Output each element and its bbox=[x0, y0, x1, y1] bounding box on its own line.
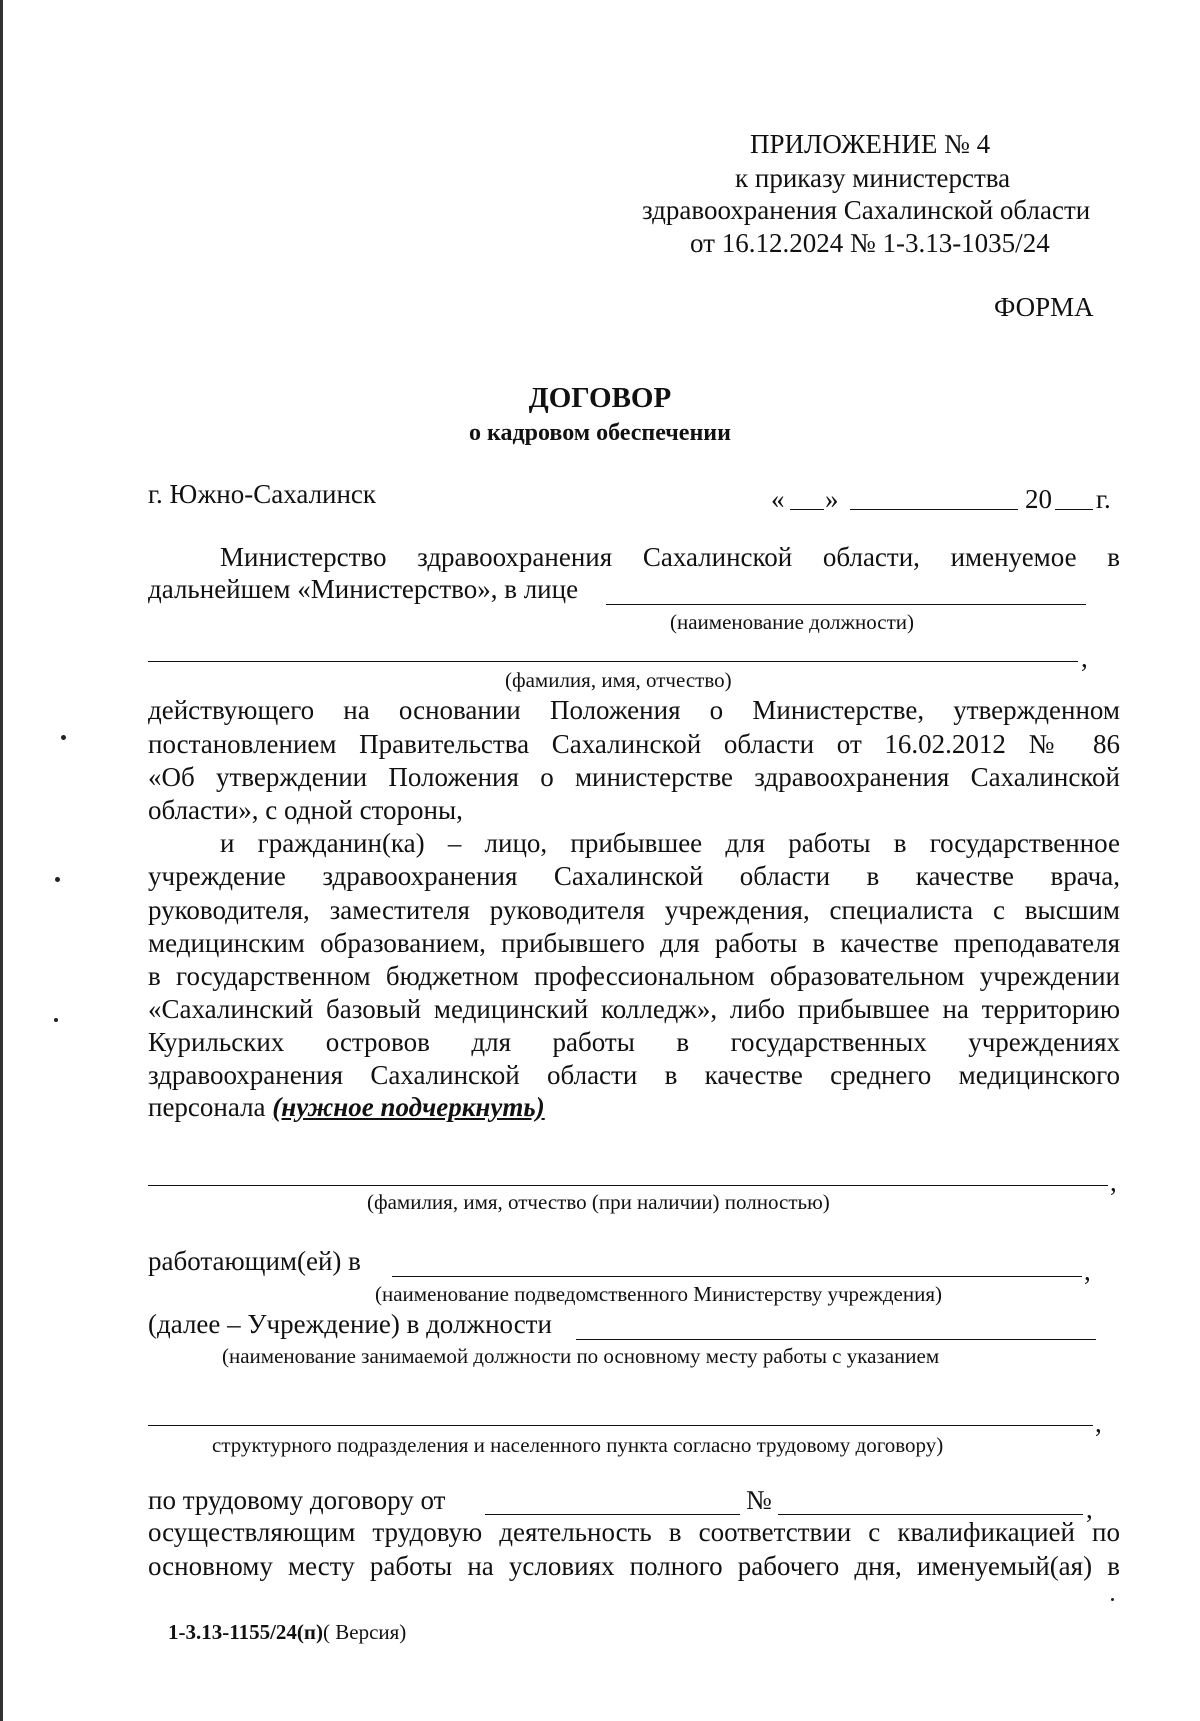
caption-position-main: (наименование занимаемой должности по основному месту работы с указанием bbox=[222, 1344, 940, 1368]
scan-speck bbox=[54, 1018, 58, 1022]
para2-line3: «Об утверждении Положения о министерстве здравоохранения Сахалинской bbox=[148, 762, 1120, 792]
scan-speck bbox=[1111, 1598, 1114, 1601]
position-cont-comma: , bbox=[1095, 1408, 1102, 1438]
appendix-order-line: к приказу министерства bbox=[735, 163, 1011, 193]
footer-version: ( Версия) bbox=[323, 1620, 407, 1644]
caption-position: (наименование должности) bbox=[670, 610, 915, 634]
para2-line1: действующего на основании Положения о Министерстве, утвержденном bbox=[148, 695, 1120, 725]
word: Министерство bbox=[220, 542, 387, 572]
position-fill-line bbox=[606, 604, 1086, 605]
para3-line8: здравоохранения Сахалинской области в качестве среднего медицинского bbox=[148, 1060, 1120, 1090]
fullname-comma: , bbox=[1110, 1167, 1117, 1197]
date-year-prefix: 20 bbox=[1025, 484, 1052, 514]
para3-line2: учреждение здравоохранения Сахалинской области в качестве врача, bbox=[148, 861, 1120, 891]
word: области, bbox=[822, 542, 920, 572]
closing-line1: осуществляющим трудовую деятельность в соответствии с квалификацией по bbox=[148, 1517, 1120, 1547]
contract-date-fill-line bbox=[485, 1514, 740, 1515]
position-label: (далее – Учреждение) в должности bbox=[148, 1309, 552, 1339]
date-year-line bbox=[1055, 509, 1093, 510]
para3-line4: медицинским образованием, прибывшего для работы в качестве преподавателя bbox=[148, 928, 1120, 958]
fullname-fill-line bbox=[148, 1185, 1108, 1186]
footer-code bbox=[168, 1620, 406, 1645]
institution-fill-line bbox=[392, 1276, 1082, 1277]
date-close-quote: » bbox=[825, 484, 839, 514]
appendix-ministry-line: здравоохранения Сахалинской области bbox=[642, 195, 1091, 225]
scan-speck bbox=[55, 877, 60, 882]
caption-position-cont: структурного подразделения и населенного пункта согласно трудовому договору) bbox=[212, 1433, 944, 1457]
contract-comma: , bbox=[1086, 1494, 1093, 1524]
form-label: ФОРМА bbox=[994, 292, 1094, 322]
word: Сахалинской bbox=[642, 542, 793, 572]
caption-institution: (наименование подведомственного Министерству учреждения) bbox=[375, 1282, 942, 1306]
date-open-quote: « bbox=[771, 484, 785, 514]
para2-line4: области», с одной стороны, bbox=[148, 795, 463, 825]
para3-line6: «Сахалинский базовый медицинский колледж», либо прибывшее на территорию bbox=[148, 994, 1120, 1024]
para1-line2: дальнейшем «Министерство», в лице bbox=[148, 574, 579, 604]
appendix-number: ПРИЛОЖЕНИЕ № 4 bbox=[750, 129, 991, 159]
date-month-line bbox=[850, 509, 1018, 510]
fio-fill-line bbox=[148, 661, 1078, 662]
para2-line2: постановлением Правительства Сахалинской области от 16.02.2012 № 86 bbox=[148, 729, 1120, 759]
number-sign: № bbox=[746, 1485, 772, 1515]
personnel-word: персонала bbox=[148, 1092, 266, 1122]
para3-line7: Курильских островов для работы в государственных учреждениях bbox=[148, 1027, 1120, 1057]
caption-fio: (фамилия, имя, отчество) bbox=[505, 668, 732, 692]
document-title: ДОГОВОР bbox=[528, 382, 672, 414]
working-in-label: работающим(ей) в bbox=[148, 1246, 361, 1276]
city: г. Южно-Сахалинск bbox=[148, 479, 377, 509]
para3-line1: и гражданин(ка) – лицо, прибывшее для работы в государственное bbox=[220, 828, 1120, 858]
scan-edge bbox=[0, 0, 3, 1721]
para3-line3: руководителя, заместителя руководителя учреждения, специалиста с высшим bbox=[148, 895, 1120, 925]
closing-line2: основному месту работы на условиях полного рабочего дня, именуемый(ая) в bbox=[148, 1551, 1120, 1581]
word: здравоохранения bbox=[417, 542, 613, 572]
document-subtitle: о кадровом обеспечении bbox=[469, 420, 731, 446]
position-cont-fill-line bbox=[148, 1425, 1093, 1426]
date-year-suffix: г. bbox=[1096, 484, 1111, 514]
fio-comma: , bbox=[1081, 643, 1088, 673]
para3-line5: в государственном бюджетном профессиональном образовательном учреждении bbox=[148, 961, 1120, 991]
caption-fullname: (фамилия, имя, отчество (при наличии) полностью) bbox=[367, 1190, 830, 1214]
para1-line1 bbox=[220, 542, 1120, 573]
word: именуемое bbox=[950, 542, 1077, 572]
footer-doc-number: 1-3.13-1155/24(п) bbox=[168, 1620, 323, 1644]
scan-speck bbox=[61, 735, 66, 740]
word: в bbox=[1107, 542, 1120, 572]
date-day-line bbox=[790, 509, 824, 510]
institution-comma: , bbox=[1084, 1256, 1091, 1286]
labor-contract-label: по трудовому договору от bbox=[148, 1485, 446, 1515]
underline-note: (нужное подчеркнуть) bbox=[272, 1092, 545, 1122]
position-main-fill-line bbox=[576, 1339, 1096, 1340]
para3-line9 bbox=[148, 1092, 545, 1123]
appendix-order-date: от 16.12.2024 № 1-3.13-1035/24 bbox=[690, 228, 1050, 258]
contract-number-fill-line bbox=[778, 1514, 1083, 1515]
